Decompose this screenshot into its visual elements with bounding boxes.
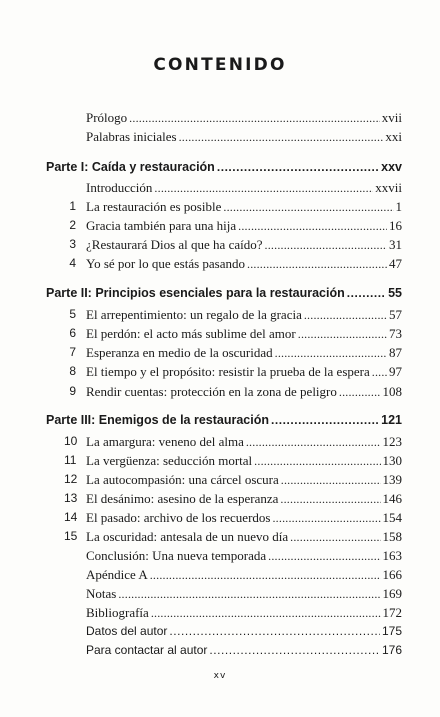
entry-label: El perdón: el acto más sublime del amor [86, 326, 296, 341]
toc-entry[interactable] [69, 237, 402, 257]
entry-label: La oscuridad: antesala de un nuevo día [86, 529, 289, 544]
toc-entry[interactable] [69, 345, 402, 365]
entry-label: Datos del autor [86, 624, 168, 638]
dot-leader [118, 586, 380, 602]
toc-entry[interactable] [86, 605, 402, 625]
entry-page: 57 [389, 307, 402, 322]
dot-leader [372, 364, 387, 380]
dot-leader [151, 605, 381, 621]
entry-page: 154 [382, 510, 402, 525]
toc-entry[interactable] [86, 180, 402, 200]
toc-entry-prologo[interactable] [86, 110, 402, 130]
toc-entry[interactable] [64, 529, 402, 549]
entry-label: Notas [86, 586, 117, 601]
entry-page: 87 [389, 345, 402, 360]
chapter-number: 14 [64, 510, 78, 524]
chapter-number: 3 [69, 237, 76, 251]
dot-leader [280, 491, 380, 507]
chapter-number: 10 [64, 434, 78, 448]
entry-label: Para contactar al autor [86, 643, 208, 657]
entry-page: 163 [382, 548, 402, 563]
entry-label: Prólogo [86, 110, 128, 125]
part-title: Parte II: Principios esenciales para la restauración [46, 286, 345, 300]
toc-entry[interactable] [86, 624, 402, 644]
toc-entry[interactable] [86, 567, 402, 587]
dot-leader [150, 567, 381, 583]
toc-entry[interactable] [69, 307, 402, 327]
dot-leader [246, 434, 381, 450]
entry-page: xxi [385, 129, 402, 144]
dot-leader [347, 286, 386, 300]
part-title: Parte I: Caída y restauración [46, 160, 215, 174]
toc-entry[interactable] [69, 364, 402, 384]
chapter-number: 4 [69, 256, 76, 270]
part-title: Parte III: Enemigos de la restauración [46, 413, 269, 427]
entry-label: ¿Restaurará Dios al que ha caído? [86, 237, 263, 252]
dot-leader [268, 548, 380, 564]
entry-label: La amargura: veneno del alma [86, 434, 244, 449]
toc-entry[interactable] [64, 434, 402, 454]
dot-leader [265, 237, 387, 253]
entry-page: 175 [381, 624, 402, 638]
entry-page: xxvii [375, 180, 402, 195]
entry-label: Introducción [86, 180, 153, 195]
toc-entry[interactable] [69, 199, 402, 219]
toc-entry-palabras-iniciales[interactable] [86, 129, 402, 149]
entry-page: 16 [389, 218, 402, 233]
entry-page: 31 [389, 237, 402, 252]
entry-page: 158 [382, 529, 402, 544]
entry-label: El desánimo: asesino de la esperanza [86, 491, 279, 506]
chapter-number: 8 [69, 364, 76, 378]
entry-label: El arrepentimiento: un regalo de la gracia [86, 307, 302, 322]
entry-page: 73 [389, 326, 402, 341]
chapter-number: 2 [69, 218, 76, 232]
dot-leader [298, 326, 387, 342]
chapter-number: 1 [69, 199, 76, 213]
toc-entry[interactable] [69, 256, 402, 276]
part-page: 121 [381, 413, 402, 427]
dot-leader [169, 624, 380, 638]
dot-leader [209, 643, 380, 657]
part-heading-1[interactable] [46, 160, 402, 180]
dot-leader [271, 413, 379, 427]
dot-leader [281, 472, 381, 488]
chapter-number: 13 [64, 491, 78, 505]
entry-label: Palabras iniciales [86, 129, 177, 144]
chapter-number: 11 [64, 453, 77, 467]
entry-label: Esperanza en medio de la oscuridad [86, 345, 273, 360]
chapter-number: 7 [69, 345, 76, 359]
entry-page: 123 [382, 434, 402, 449]
entry-label: Apéndice A [86, 567, 148, 582]
entry-label: Yo sé por lo que estás pasando [86, 256, 245, 271]
part-page: 55 [388, 286, 402, 300]
part-page: xxv [381, 160, 402, 174]
dot-leader [129, 110, 380, 126]
entry-page: 97 [389, 364, 402, 379]
entry-page: 176 [381, 643, 402, 657]
entry-page: 1 [395, 199, 402, 214]
chapter-number: 9 [69, 384, 76, 398]
dot-leader [247, 256, 387, 272]
entry-page: 166 [382, 567, 402, 582]
toc-entry[interactable] [69, 384, 402, 404]
dot-leader [339, 384, 381, 400]
entry-page: xvii [381, 110, 402, 125]
entry-label: El pasado: archivo de los recuerdos [86, 510, 271, 525]
dot-leader [275, 345, 387, 361]
dot-leader [217, 160, 379, 174]
entry-label: La autocompasión: una cárcel oscura [86, 472, 279, 487]
entry-page: 169 [382, 586, 402, 601]
entry-page: 47 [389, 256, 402, 271]
toc-entry[interactable] [69, 218, 402, 238]
chapter-number: 12 [64, 472, 78, 486]
dot-leader [304, 307, 387, 323]
entry-label: El tiempo y el propósito: resistir la prueba de la espera [86, 364, 370, 379]
dot-leader [290, 529, 380, 545]
chapter-number: 6 [69, 326, 76, 340]
toc-entry[interactable] [64, 472, 402, 492]
page-title: CONTENIDO [153, 55, 287, 75]
entry-label: Bibliografía [86, 605, 149, 620]
entry-label: La restauración es posible [86, 199, 222, 214]
toc-entry[interactable] [86, 548, 402, 568]
toc-entry[interactable] [86, 586, 402, 606]
dot-leader [179, 129, 384, 145]
entry-label: Conclusión: Una nueva temporada [86, 548, 267, 563]
toc-entry[interactable] [69, 326, 402, 346]
dot-leader [223, 199, 393, 215]
entry-page: 146 [382, 491, 402, 506]
chapter-number: 15 [64, 529, 78, 543]
toc-entry[interactable] [64, 453, 402, 473]
dot-leader [238, 218, 387, 234]
page-number-footer: xv [213, 671, 227, 681]
dot-leader [154, 180, 373, 196]
entry-label: Gracia también para una hija [86, 218, 237, 233]
dot-leader [272, 510, 380, 526]
entry-page: 139 [382, 472, 402, 487]
entry-page: 130 [382, 453, 402, 468]
chapter-number: 5 [69, 307, 76, 321]
entry-page: 108 [382, 384, 402, 399]
toc-entry[interactable] [64, 491, 402, 511]
entry-page: 172 [382, 605, 402, 620]
entry-label: La vergüenza: seducción mortal [86, 453, 253, 468]
part-heading-2[interactable] [46, 286, 402, 306]
part-heading-3[interactable] [46, 413, 402, 433]
toc-entry[interactable] [64, 510, 402, 530]
toc-entry[interactable] [86, 643, 402, 663]
entry-label: Rendir cuentas: protección en la zona de peligro [86, 384, 337, 399]
dot-leader [254, 453, 380, 469]
